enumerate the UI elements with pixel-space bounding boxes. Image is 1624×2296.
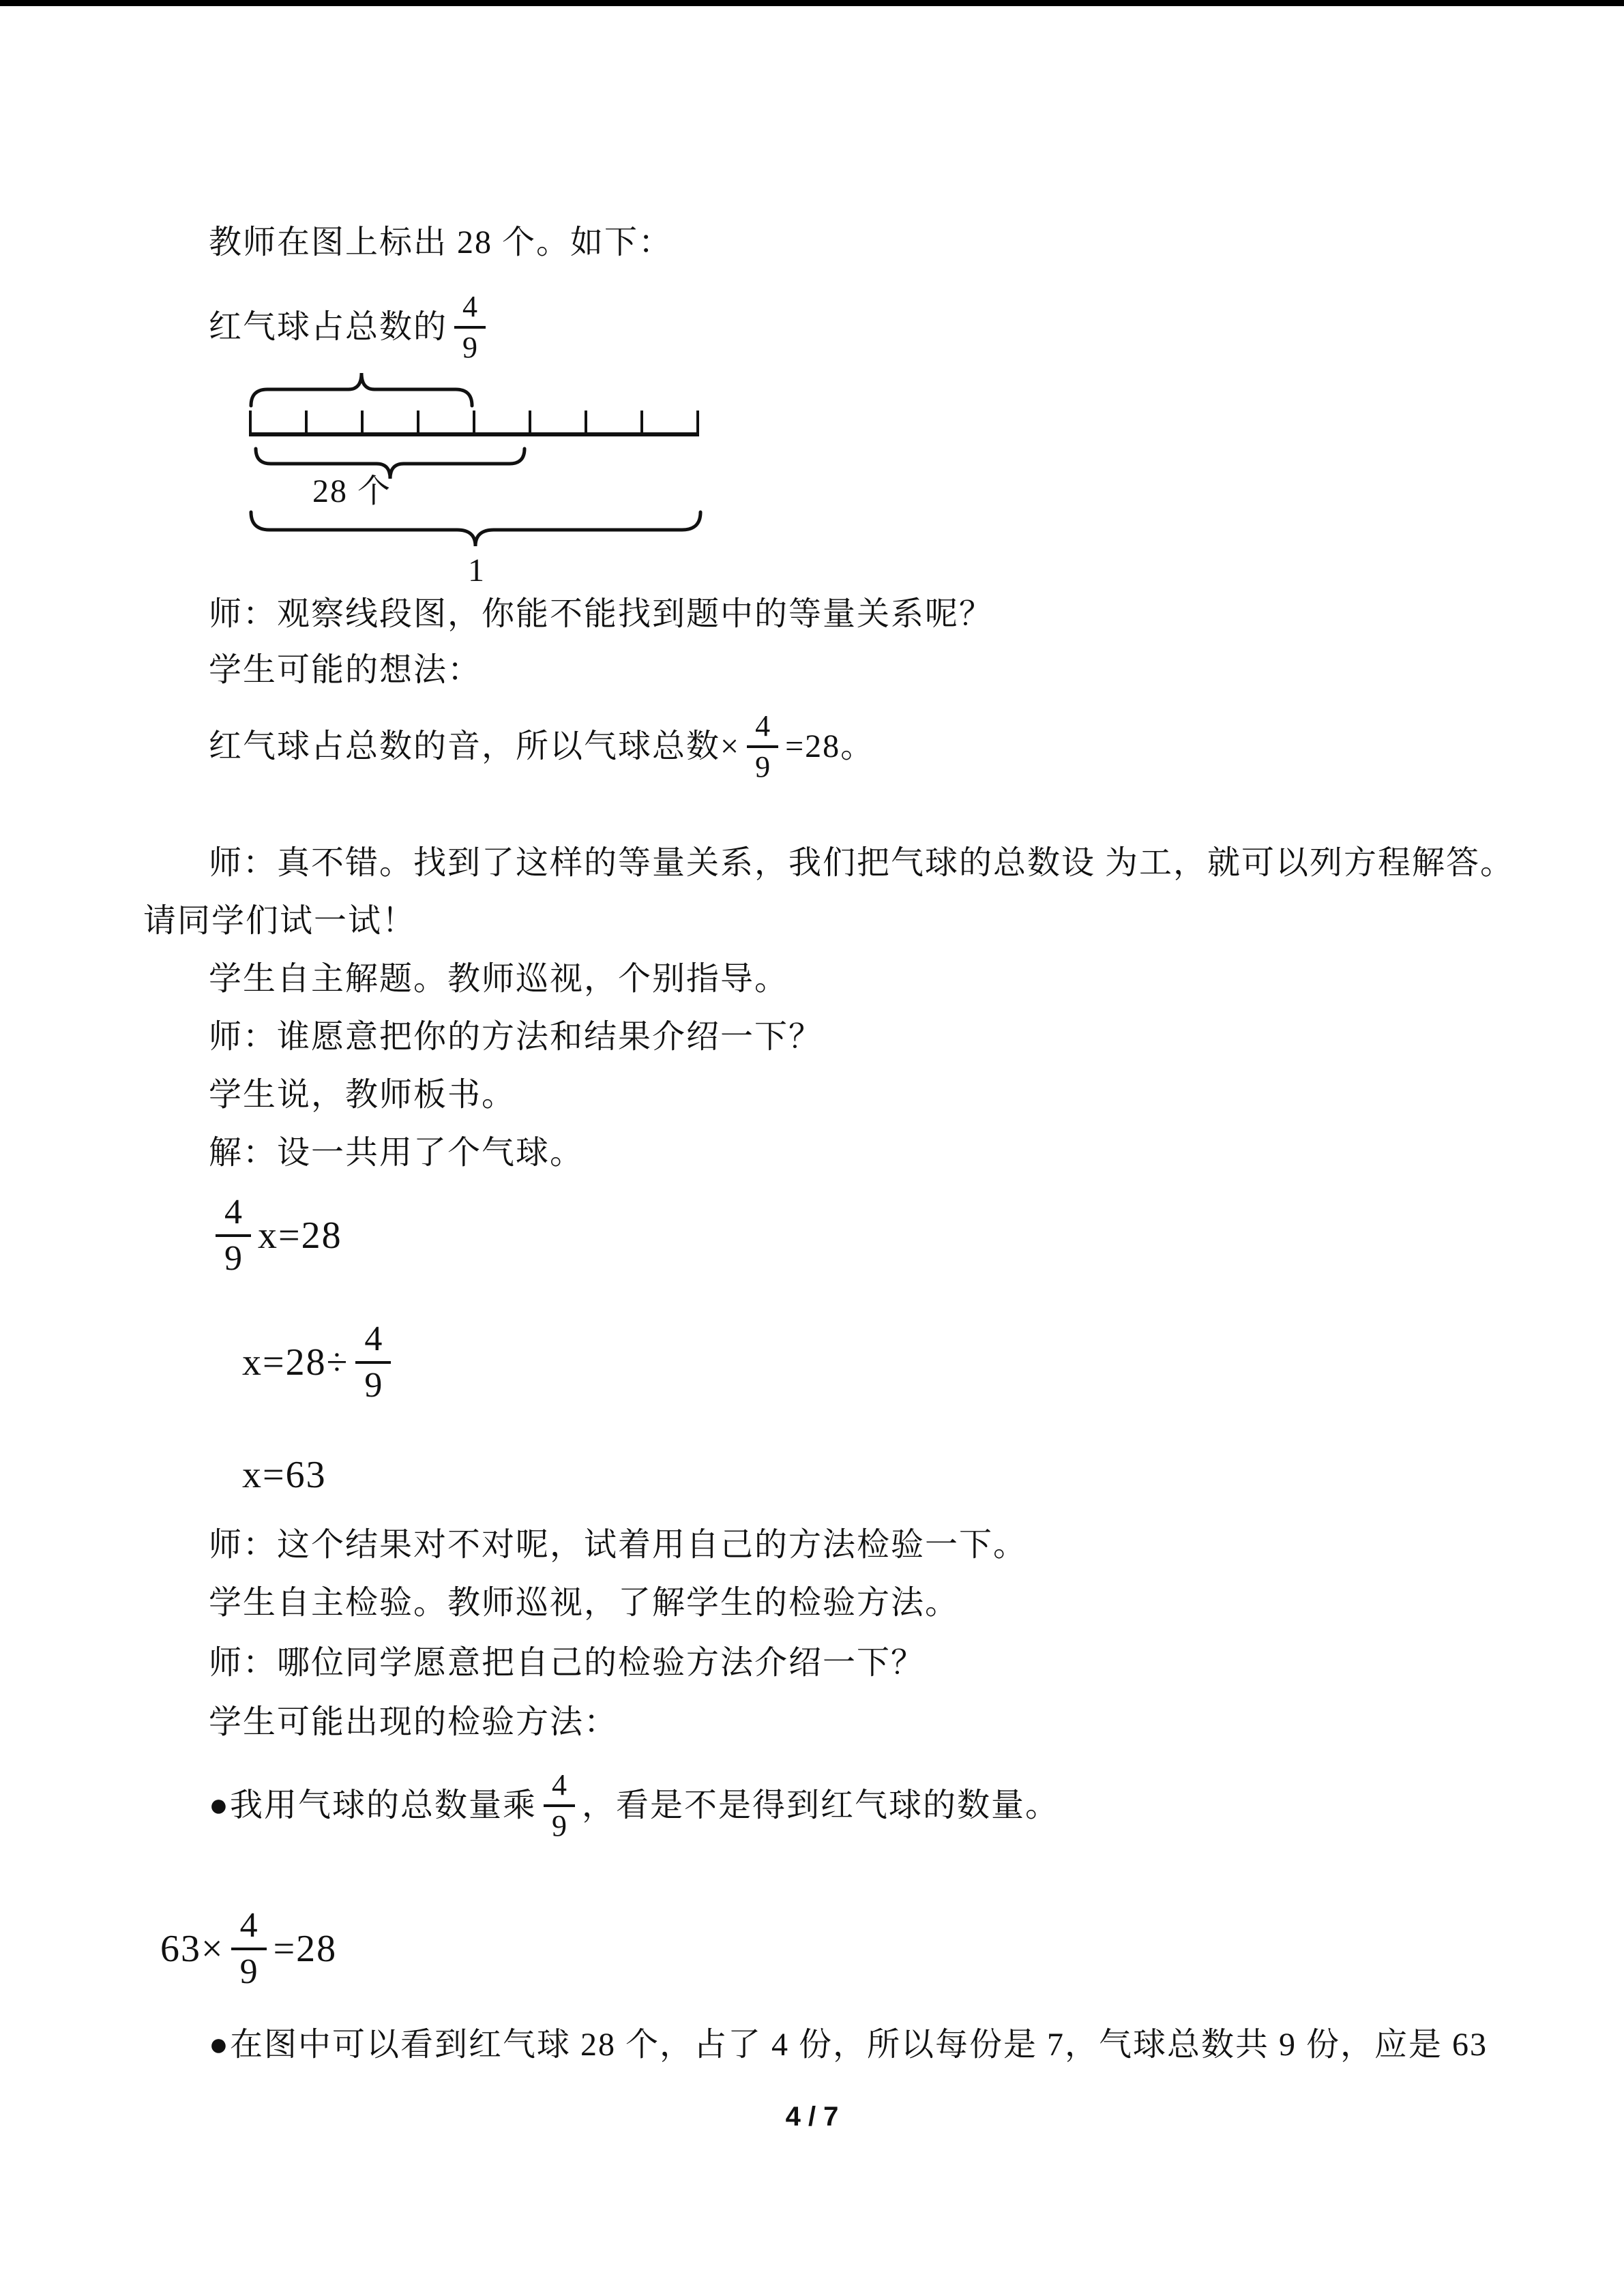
para-idea-before: 红气球占总数的音，所以气球总数× — [209, 728, 741, 764]
diagram-caption-text: 红气球占总数的 — [209, 309, 448, 345]
fraction-denominator: 9 — [239, 1952, 258, 1991]
eq4-rest: =28 — [273, 1928, 338, 1970]
equation-1 — [209, 1188, 342, 1283]
fraction-denominator: 9 — [755, 750, 771, 784]
diagram-caption — [209, 283, 492, 372]
fraction-bar — [454, 326, 486, 329]
fraction-numerator: 4 — [462, 290, 478, 323]
segment-line — [249, 411, 699, 436]
para-self-solve: 学生自主解题。教师巡视，个别指导。 — [209, 961, 789, 997]
fraction-bar — [355, 1361, 391, 1364]
page-top-edge — [0, 0, 1624, 6]
para-invite-check: 师：哪位同学愿意把自己的检验方法介绍一下？ — [209, 1645, 926, 1681]
equation-3 — [242, 1451, 327, 1499]
para-intro: 教师在图上标出 28 个。如下： — [209, 224, 673, 260]
overbrace-red-fraction — [249, 368, 474, 408]
para-observe: 师：观察线段图，你能不能找到题中的等量关系呢？ — [209, 596, 994, 632]
fraction-denominator: 9 — [224, 1239, 242, 1278]
para-praise-line2: 请同学们试一试！ — [143, 903, 417, 939]
fraction-denominator: 9 — [552, 1809, 567, 1843]
fraction-bar — [747, 745, 778, 748]
eq2-lead: x=28÷ — [242, 1341, 349, 1384]
eq4-lead: 63× — [160, 1928, 224, 1970]
diagram-caption-fraction — [454, 290, 486, 365]
fraction-bar — [544, 1804, 575, 1807]
para-check-methods-intro: 学生可能出现的检验方法： — [209, 1704, 619, 1740]
para-solution-setup: 解：设一共用了个气球。 — [209, 1135, 585, 1171]
para-praise-line1: 师：真不错。找到了这样的等量关系，我们把气球的总数设 为工，就可以列方程解答。 — [209, 845, 1515, 881]
label-whole: 1 — [468, 552, 486, 588]
eq3-text: x=63 — [242, 1454, 327, 1496]
fraction-bar — [216, 1234, 251, 1237]
tick-segment — [361, 411, 417, 432]
equation-2 — [242, 1315, 398, 1410]
tick-segment — [473, 411, 529, 432]
para-board: 学生说，教师板书。 — [209, 1077, 516, 1113]
eq4-fraction — [231, 1906, 267, 1992]
bullet1-before: ●我用气球的总数量乘 — [209, 1787, 537, 1823]
tick-segment — [585, 411, 640, 432]
para-invite: 师：谁愿意把你的方法和结果介绍一下？ — [209, 1019, 823, 1055]
tick-segment — [640, 411, 699, 432]
tick-segment — [305, 411, 361, 432]
page-number: 4 / 7 — [785, 2102, 839, 2132]
bullet1-fraction — [544, 1768, 575, 1843]
para-idea — [209, 702, 874, 791]
tick-segment — [417, 411, 473, 432]
para-self-check: 学生自主检验。教师巡视，了解学生的检验方法。 — [209, 1585, 960, 1621]
bullet-diagram-check: ●在图中可以看到红气球 28 个，占了 4 份，所以每份是 7，气球总数共 9 份，应是 63 — [209, 2027, 1488, 2063]
eq1-rest: x=28 — [258, 1214, 342, 1257]
eq2-fraction — [355, 1320, 391, 1405]
bullet-multiply-check — [209, 1761, 1059, 1850]
fraction-numerator: 4 — [239, 1906, 258, 1945]
fraction-numerator: 4 — [364, 1320, 383, 1358]
tick-segment — [249, 411, 305, 432]
para-idea-after: =28。 — [785, 728, 875, 764]
underbrace-whole — [249, 510, 703, 550]
para-check-prompt: 师：这个结果对不对呢，试着用自己的方法检验一下。 — [209, 1527, 1028, 1563]
fraction-denominator: 9 — [364, 1366, 383, 1405]
label-28-count: 28 个 — [312, 473, 392, 509]
eq1-fraction — [216, 1193, 251, 1279]
fraction-bar — [231, 1948, 267, 1950]
bullet1-after: ，看是不是得到红气球的数量。 — [582, 1787, 1060, 1823]
para-idea-intro: 学生可能的想法： — [209, 652, 482, 688]
fraction-numerator: 4 — [755, 709, 771, 743]
equation-4 — [160, 1901, 337, 1997]
fraction-denominator: 9 — [462, 331, 478, 364]
tick-segment — [529, 411, 585, 432]
fraction-numerator: 4 — [552, 1768, 567, 1802]
idea-fraction — [747, 709, 778, 784]
fraction-numerator: 4 — [224, 1193, 242, 1232]
